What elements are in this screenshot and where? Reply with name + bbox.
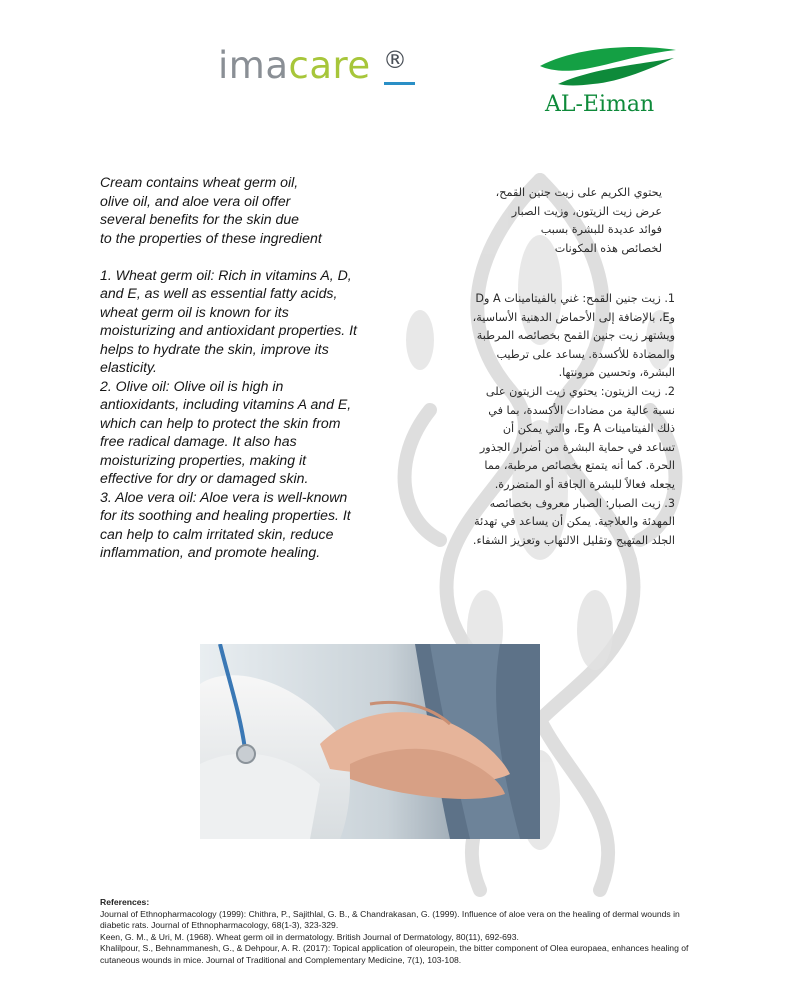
reference-item: Khalilpour, S., Behnammanesh, G., & Dehpour, A. R. (2017): Topical application of oleuropein, the bitter component of Olea europaea, enhances healing of cutaneous wounds in mice. Journal of Traditional and Complementary Medicine, 7(1), 103-108.: [100, 943, 689, 965]
imacare-logo-ima: ima: [218, 44, 289, 87]
english-intro: Cream contains wheat germ oil, olive oil, and aloe vera oil offer several benefits for the skin due to the properties of these ingredient: [100, 174, 322, 246]
doctor-holding-patient-hand-photo: [200, 644, 540, 839]
arabic-intro: يحتوي الكريم على زيت جنين القمح، عرض زيت الزيتون، وزيت الصبار فوائد عديدة للبشرة بسبب لخصائص هذه المكونات: [495, 186, 662, 255]
leaf-swoosh-icon: [538, 44, 678, 92]
references-section: [100, 897, 705, 966]
arabic-description: [472, 184, 675, 547]
aleiman-logo-text: AL-Eiman: [545, 92, 655, 117]
arabic-item-wheat-germ: 1. زيت جنين القمح: غني بالفيتامينات A وD وE، بالإضافة إلى الأحماض الدهنية الأساسية، ويشتهر زيت جنين القمح بخصائصه المرطبة والمضادة للأكسدة. يساعد على ترطيب البشرة، وتحسين مرونتها.: [472, 292, 675, 380]
arabic-item-olive-oil: 2. زيت الزيتون: يحتوي زيت الزيتون على نسبة عالية من مضادات الأكسدة، بما في ذلك الفيتامينات A وE، والتي يمكن أن تساعد في حماية البشرة من أضرار الجذور الحرة. كما أنه يتمتع بخصائص مرطبة، مما يجعله فعالاً للبشرة الجافة أو المتضررة.: [479, 384, 675, 491]
arabic-item-aloe-vera: 3. زيت الصبار: الصبار معروف بخصائصه المهدئة والعلاجية. يمكن أن يساعد في تهدئة الجلد المتهيج وتقليل الالتهاب وتعزيز الشفاء.: [472, 496, 675, 547]
imacare-underline: [384, 82, 415, 85]
aleiman-logo: [538, 44, 678, 119]
reference-item: Keen, G. M., & Uri, M. (1968). Wheat germ oil in dermatology. British Journal of Dermatology, 80(11), 692-693.: [100, 931, 519, 942]
imacare-logo: [218, 44, 407, 87]
registered-mark: ®: [383, 46, 407, 74]
reference-item: Journal of Ethnopharmacology (1999): Chithra, P., Sajithlal, G. B., & Chandrakasan, G. (1999). Influence of aloe vera on the healing of dermal wounds in diabetic rats. Journal of Ethnopharmacology, 68(1-3), 323-329.: [100, 908, 680, 930]
english-description: [100, 173, 358, 562]
references-title: References:: [100, 897, 150, 907]
english-item-wheat-germ: 1. Wheat germ oil: Rich in vitamins A, D, and E, as well as essential fatty acids, wheat germ oil is known for its moisturizing and antioxidant properties. It helps to hydrate the skin, improve its elasticity.: [100, 266, 357, 375]
imacare-logo-care: care: [288, 44, 371, 87]
arabic-list: [471, 290, 675, 550]
english-item-aloe-vera: 3. Aloe vera oil: Aloe vera is well-known for its soothing and healing properties. It can help to calm irritated skin, reduce inflammation, and promote healing.: [100, 488, 351, 560]
english-item-olive-oil: 2. Olive oil: Olive oil is high in antioxidants, including vitamins A and E, which can help to protect the skin from free radical damage. It also has moisturizing properties, making it effective for dry or damaged skin.: [100, 377, 352, 486]
